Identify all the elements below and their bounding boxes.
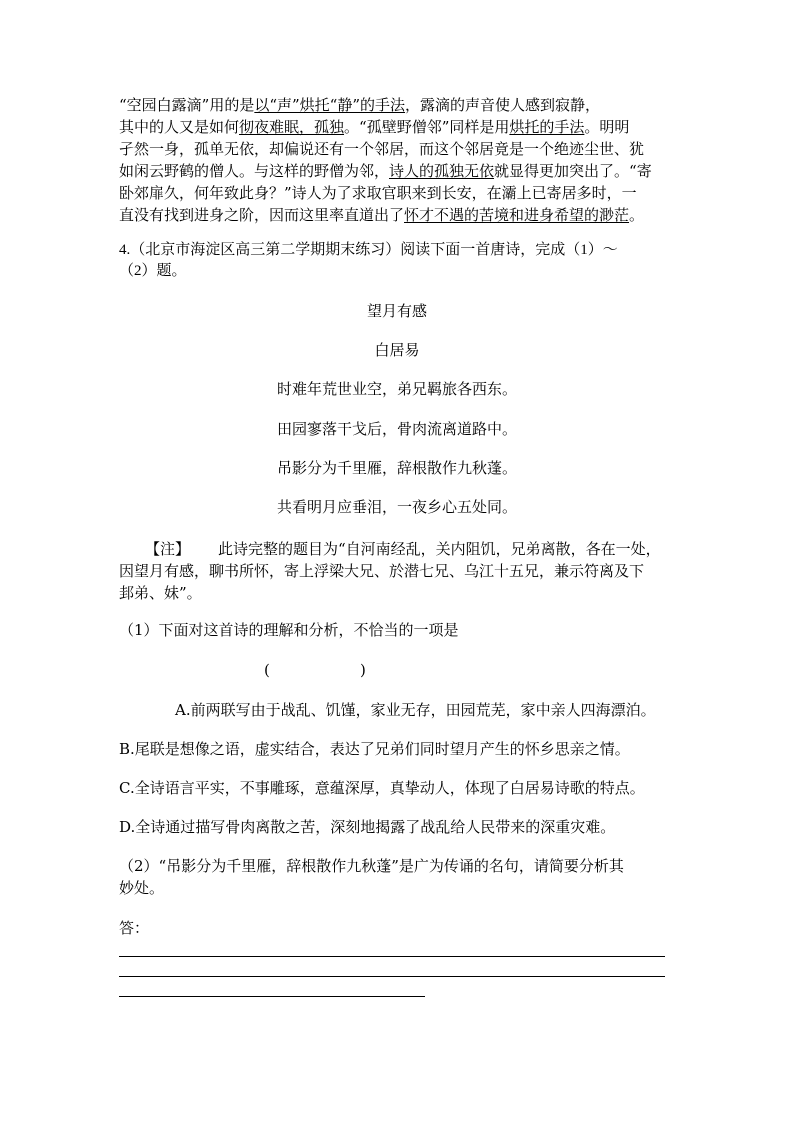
- poem-title: 望月有感: [366, 302, 427, 320]
- underlined-phrase: 烘托的手法: [509, 118, 585, 136]
- analysis-line-5: 卧郊扉久，何年致此身？”诗人为了求取官职来到长安，在灞上已寄居多时，一: [119, 184, 637, 202]
- underlined-phrase: 诗人的孤独无依: [389, 162, 495, 180]
- question-4-intro-line-2: （2）题。: [119, 263, 187, 279]
- poem-line: 时难年荒世业空，弟兄羁旅各西东。: [276, 380, 517, 398]
- answer-paren-close: ): [360, 661, 366, 679]
- option-a: A.前两联写由于战乱、饥馑，家业无存，田园荒芜，家中亲人四海漂泊。: [175, 701, 656, 719]
- analysis-line-4: 如闲云野鹤的僧人。与这样的野僧为邻，诗人的孤独无依就显得更加突出了。“寄: [119, 162, 652, 180]
- poem-line: 吊影分为千里雁，辞根散作九秋蓬。: [276, 459, 517, 477]
- analysis-line-2: 其中的人又是如何彻夜难眠，孤独。“孤壁野僧邻”同样是用烘托的手法。明明: [119, 118, 630, 136]
- option-c: C.全诗语言平实，不事雕琢，意蕴深厚，真挚动人，体现了白居易诗歌的特点。: [119, 779, 645, 797]
- answer-line[interactable]: [119, 976, 665, 977]
- analysis-line-1: “空园白露滴”用的是以“声”烘托“静”的手法，露滴的声音使人感到寂静，: [119, 96, 601, 114]
- note-label: 【注】: [145, 540, 191, 558]
- analysis-line-3: 孑然一身，孤单无依，却偏说还有一个邻居，而这个邻居竟是一个绝迹尘世、犹: [119, 140, 645, 158]
- question-4-intro-line-1: 4.（北京市海淀区高三第二学期期末练习）阅读下面一首唐诗，完成（1）～: [119, 242, 618, 258]
- poem-line: 田园寥落干戈后，骨肉流离道路中。: [276, 420, 517, 438]
- analysis-paragraph: [119, 94, 679, 226]
- underlined-phrase: 彻夜难眠，孤独: [239, 118, 345, 136]
- answer-line[interactable]: [119, 956, 665, 957]
- option-d: D.全诗通过描写骨肉离散之苦，深刻地揭露了战乱给人民带来的深重灾难。: [119, 818, 616, 836]
- answer-line[interactable]: [119, 996, 425, 997]
- question-1-prompt: （1）下面对这首诗的理解和分析，不恰当的一项是: [119, 621, 459, 639]
- underlined-phrase: 怀才不遇的苦境和进身希望的渺茫: [404, 206, 630, 224]
- answer-label: 答：: [119, 919, 150, 937]
- question-2: （2）“吊影分为千里雁，辞根散作九秋蓬”是广为传诵的名句，请简要分析其 妙处。: [119, 857, 624, 897]
- underlined-phrase: 以“声”烘托“静”的手法: [254, 96, 406, 114]
- poem-line: 共看明月应垂泪，一夜乡心五处同。: [276, 498, 517, 516]
- poem-author: 白居易: [374, 341, 420, 359]
- analysis-line-6: 直没有找到进身之阶，因而这里率直道出了怀才不遇的苦境和进身希望的渺茫。: [119, 206, 645, 224]
- option-b: B.尾联是想像之语，虚实结合，表达了兄弟们同时望月产生的怀乡思亲之情。: [119, 740, 630, 758]
- poem-note: 【注】 此诗完整的题目为“自河南经乱，关内阻饥，兄弟离散，各在一处， 因望月有感，聊书所怀，寄上浮梁大兄、於潜七兄、乌江十五兄，兼示符离及下 邽弟、妹”。: [119, 540, 661, 602]
- answer-paren-open: (: [264, 661, 270, 679]
